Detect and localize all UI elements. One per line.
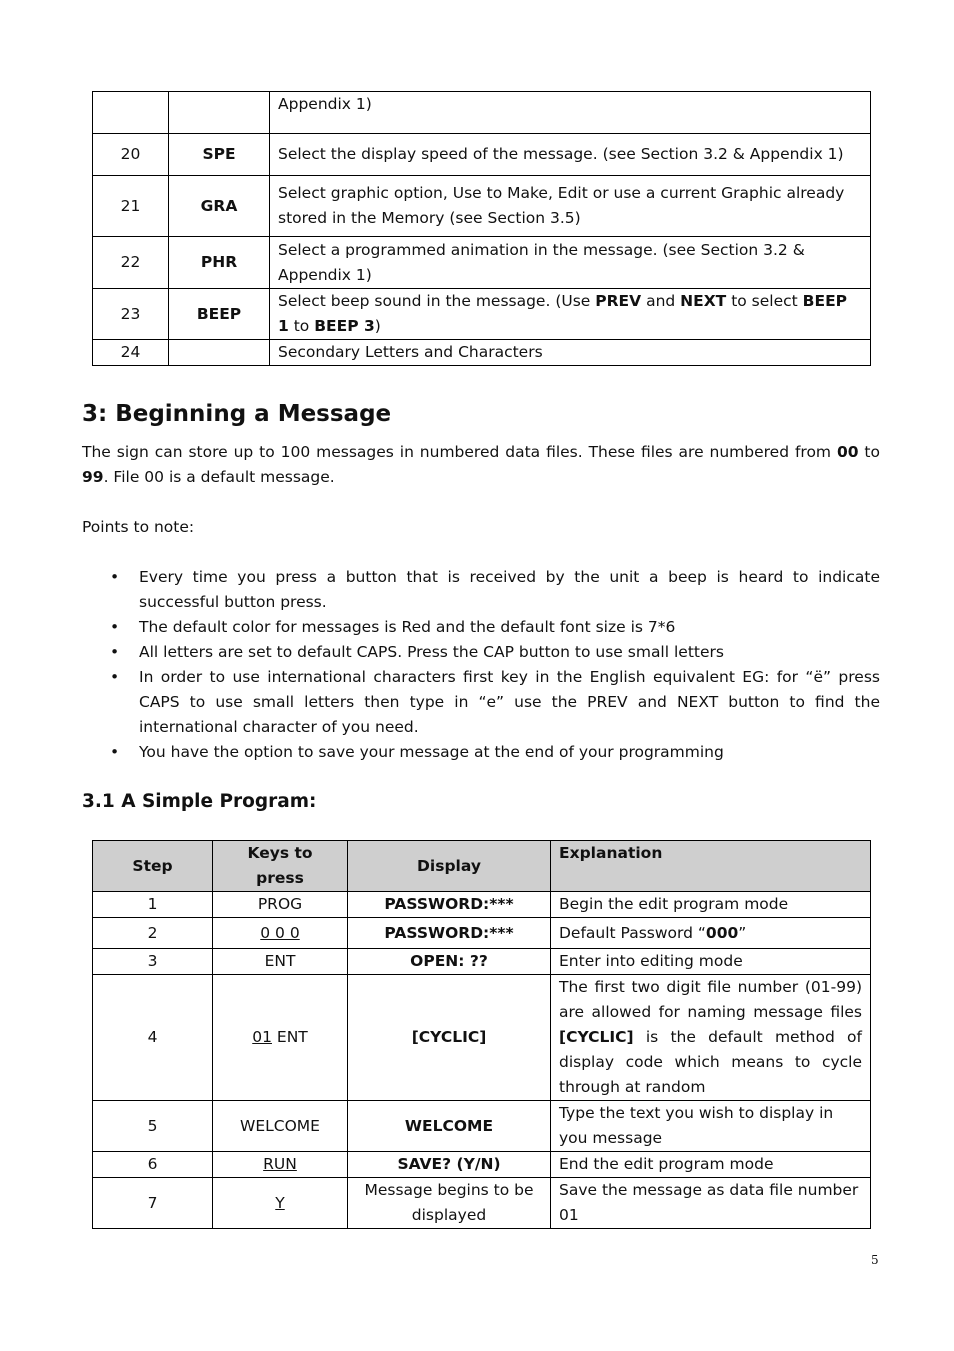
intro-text: to bbox=[858, 443, 880, 461]
explanation-text: ” bbox=[738, 923, 747, 942]
bullet-icon: • bbox=[110, 568, 120, 586]
keys-cell: PROG bbox=[213, 892, 348, 918]
key-description: Select the display speed of the message. (see Section 3.2 & Appendix 1) bbox=[270, 134, 871, 176]
table-row bbox=[93, 892, 871, 918]
table-header-row bbox=[93, 841, 871, 892]
row-number: 24 bbox=[93, 340, 169, 366]
points-label: Points to note: bbox=[82, 518, 195, 536]
header-display: Display bbox=[348, 841, 551, 892]
explanation-cell: Type the text you wish to display in you message bbox=[551, 1101, 871, 1152]
table-row bbox=[93, 1178, 871, 1229]
bullet-icon: • bbox=[110, 643, 120, 661]
explanation-cell bbox=[551, 975, 871, 1101]
display-cell: PASSWORD:*** bbox=[348, 892, 551, 918]
page-number: 5 bbox=[871, 1253, 879, 1267]
step-cell: 1 bbox=[93, 892, 213, 918]
step-cell: 6 bbox=[93, 1152, 213, 1178]
keys-cell: WELCOME bbox=[213, 1101, 348, 1152]
explanation-bold: [CYCLIC] bbox=[559, 1028, 634, 1046]
key-description: Secondary Letters and Characters bbox=[270, 340, 871, 366]
row-number bbox=[93, 92, 169, 134]
explanation-text: Default Password “ bbox=[559, 923, 706, 942]
table-row bbox=[93, 1101, 871, 1152]
keys-text: ENT bbox=[271, 1028, 308, 1046]
key-description: Appendix 1) bbox=[270, 92, 871, 134]
step-cell: 2 bbox=[93, 918, 213, 949]
list-item bbox=[82, 665, 880, 740]
section-heading: 3: Beginning a Message bbox=[82, 401, 392, 427]
table-row bbox=[93, 176, 871, 237]
display-cell: WELCOME bbox=[348, 1101, 551, 1152]
table-row bbox=[93, 1152, 871, 1178]
display-cell: [CYCLIC] bbox=[348, 975, 551, 1101]
key-name: PHR bbox=[169, 237, 270, 289]
explanation-cell: Begin the edit program mode bbox=[551, 892, 871, 918]
notes-list bbox=[82, 565, 880, 765]
key-name: GRA bbox=[169, 176, 270, 237]
explanation-text: is the default method of display code which means to cycle through at random bbox=[559, 1028, 862, 1096]
intro-text: . File 00 is a default message. bbox=[103, 468, 335, 486]
table-row bbox=[93, 289, 871, 340]
keys-cell: ENT bbox=[213, 949, 348, 975]
intro-bold: 99 bbox=[82, 468, 104, 486]
step-cell: 7 bbox=[93, 1178, 213, 1229]
table-row bbox=[93, 949, 871, 975]
table-row bbox=[93, 237, 871, 289]
keys-cell: Y bbox=[213, 1178, 348, 1229]
table-row bbox=[93, 134, 871, 176]
desc-text: and bbox=[641, 292, 681, 310]
bullet-icon: • bbox=[110, 618, 120, 636]
intro-paragraph bbox=[82, 440, 880, 490]
key-description: Select a programmed animation in the message. (see Section 3.2 & Appendix 1) bbox=[270, 237, 871, 289]
keys-cell: 0 0 0 bbox=[213, 918, 348, 949]
explanation-bold: 000 bbox=[705, 923, 739, 942]
display-cell: PASSWORD:*** bbox=[348, 918, 551, 949]
list-item-text: You have the option to save your message at the end of your programming bbox=[139, 743, 724, 761]
keys-cell bbox=[213, 975, 348, 1101]
explanation-cell: End the edit program mode bbox=[551, 1152, 871, 1178]
list-item-text: In order to use international characters first key in the English equivalent EG: for “ë” press CAPS to use small letters then type in “e” use the PREV and NEXT button to find the international character of you need. bbox=[139, 668, 880, 736]
desc-text: to bbox=[288, 317, 315, 335]
row-number: 23 bbox=[93, 289, 169, 340]
explanation-cell bbox=[551, 918, 871, 949]
step-cell: 4 bbox=[93, 975, 213, 1101]
desc-text: ) bbox=[374, 317, 381, 335]
intro-bold: 00 bbox=[836, 443, 859, 461]
list-item bbox=[82, 565, 880, 615]
key-name: BEEP bbox=[169, 289, 270, 340]
step-cell: 3 bbox=[93, 949, 213, 975]
desc-bold: NEXT bbox=[680, 292, 727, 310]
header-explanation: Explanation bbox=[551, 841, 871, 892]
bullet-icon: • bbox=[110, 743, 120, 761]
header-step: Step bbox=[93, 841, 213, 892]
bullet-icon: • bbox=[110, 668, 120, 686]
row-number: 21 bbox=[93, 176, 169, 237]
explanation-text: The first two digit file number (01-99) are allowed for naming message files bbox=[559, 978, 862, 1021]
desc-bold: BEEP 1 bbox=[278, 292, 848, 335]
list-item bbox=[82, 740, 880, 765]
table-row bbox=[93, 975, 871, 1101]
display-cell: OPEN: ?? bbox=[348, 949, 551, 975]
desc-bold: PREV bbox=[595, 292, 642, 310]
intro-text: The sign can store up to 100 messages in numbered data files. These files are numbered from bbox=[82, 443, 837, 461]
key-function-table bbox=[92, 91, 871, 366]
key-name: SPE bbox=[169, 134, 270, 176]
display-cell: Message begins to be displayed bbox=[348, 1178, 551, 1229]
list-item bbox=[82, 640, 880, 665]
keys-underlined: 01 bbox=[252, 1028, 272, 1046]
step-cell: 5 bbox=[93, 1101, 213, 1152]
table-row bbox=[93, 918, 871, 949]
desc-bold: BEEP 3 bbox=[314, 317, 375, 335]
key-name bbox=[169, 340, 270, 366]
list-item bbox=[82, 615, 880, 640]
key-description: Select graphic option, Use to Make, Edit or use a current Graphic already stored in the Memory (see Section 3.5) bbox=[270, 176, 871, 237]
explanation-cell: Save the message as data file number 01 bbox=[551, 1178, 871, 1229]
explanation-cell: Enter into editing mode bbox=[551, 949, 871, 975]
desc-text: to select bbox=[726, 292, 803, 310]
table-row bbox=[93, 340, 871, 366]
keys-cell: RUN bbox=[213, 1152, 348, 1178]
header-keys: Keys to press bbox=[213, 841, 348, 892]
list-item-text: The default color for messages is Red and the default font size is 7*6 bbox=[139, 618, 676, 636]
key-name bbox=[169, 92, 270, 134]
row-number: 22 bbox=[93, 237, 169, 289]
key-description bbox=[270, 289, 871, 340]
row-number: 20 bbox=[93, 134, 169, 176]
display-cell: SAVE? (Y/N) bbox=[348, 1152, 551, 1178]
subsection-heading: 3.1 A Simple Program: bbox=[82, 791, 317, 812]
list-item-text: All letters are set to default CAPS. Press the CAP button to use small letters bbox=[139, 643, 724, 661]
simple-program-table bbox=[92, 840, 871, 1229]
list-item-text: Every time you press a button that is received by the unit a beep is heard to indicate successful button press. bbox=[139, 568, 880, 611]
desc-text: Select beep sound in the message. (Use bbox=[278, 292, 596, 310]
table-row bbox=[93, 92, 871, 134]
